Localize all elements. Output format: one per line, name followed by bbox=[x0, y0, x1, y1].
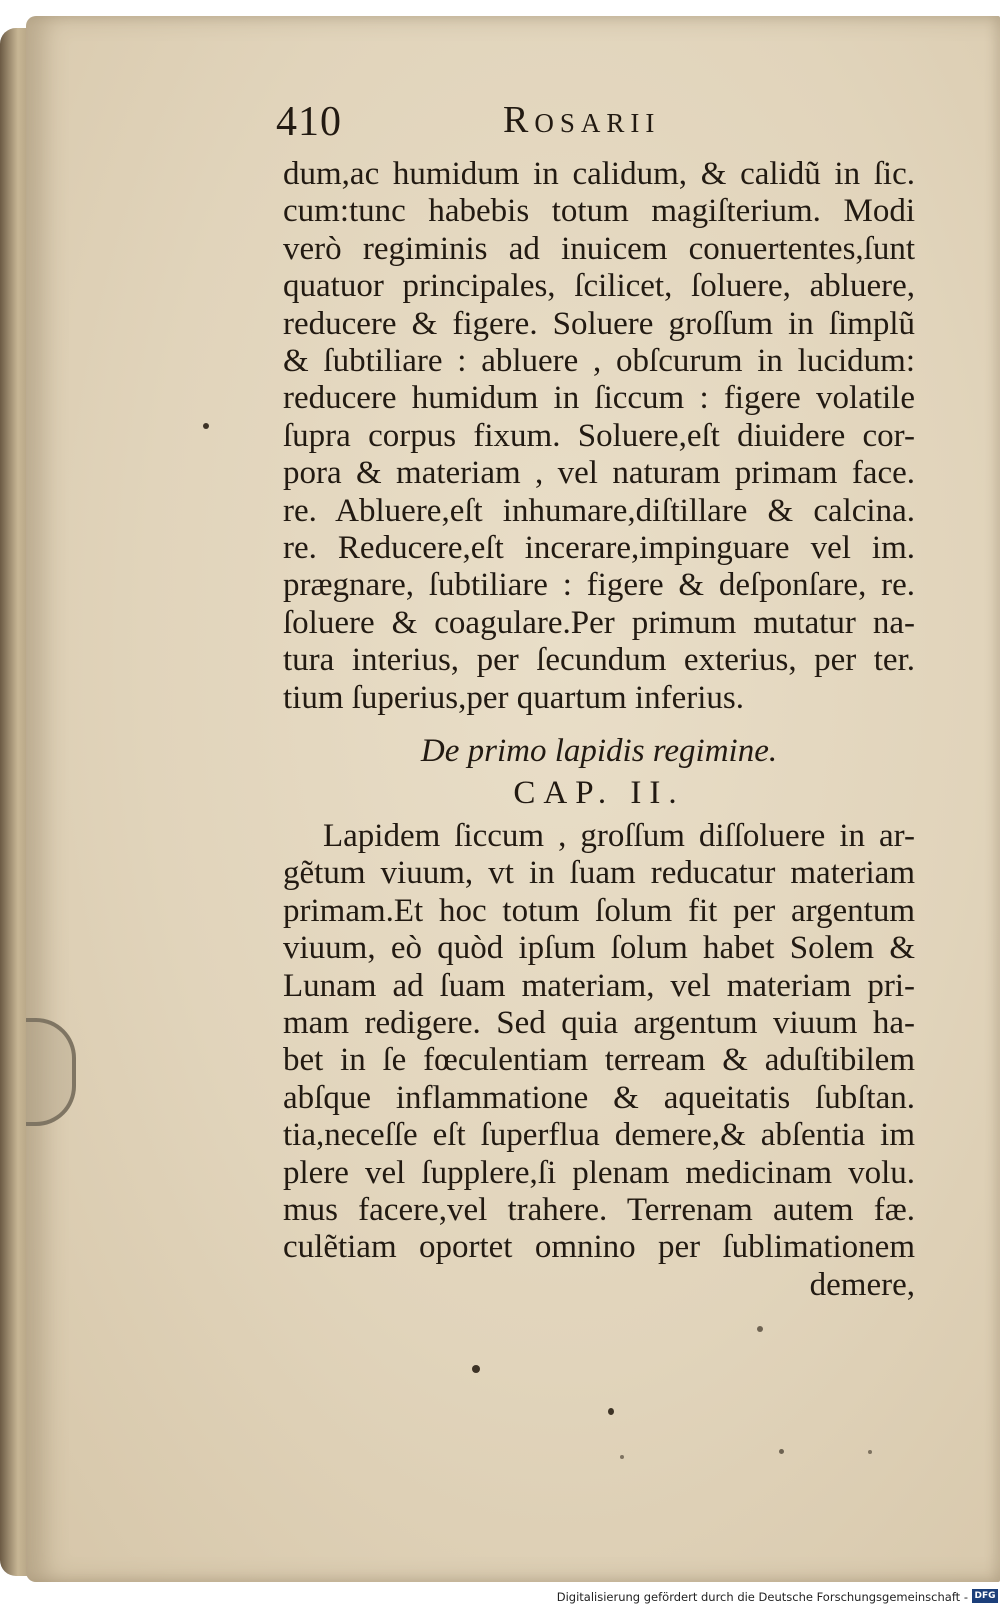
running-head: Rosarii bbox=[503, 99, 661, 141]
text-line: quatuor principales, ſcilicet, ſoluere, abluere, bbox=[283, 268, 915, 305]
catchword: demere, bbox=[809, 1266, 915, 1303]
text-block-1 bbox=[283, 156, 915, 717]
paper-speck bbox=[620, 1455, 624, 1459]
text-line: viuum, eò quòd ipſum ſolum habet Solem & bbox=[283, 930, 915, 967]
chapter-number: CAP. II. bbox=[513, 775, 685, 811]
text-line: mam redigere. Sed quia argentum viuum ha- bbox=[283, 1005, 915, 1042]
text-line: verò regiminis ad inuicem conuertentes,ſunt bbox=[283, 230, 915, 267]
text-line: Lapidem ſiccum , groſſum diſſoluere in ar- bbox=[323, 818, 915, 854]
chapter-title: De primo lapidis regimine. bbox=[420, 733, 778, 769]
text-line: tia,neceſſe eſt ſuperflua demere,& abſentia im bbox=[283, 1117, 915, 1154]
text-line: prægnare, ſubtiliare : figere & deſponſare, re. bbox=[283, 567, 915, 604]
paper-speck bbox=[757, 1326, 763, 1332]
text-line: re. Abluere,eſt inhumare,diſtillare & calcina. bbox=[283, 492, 915, 529]
page-number: 410 bbox=[276, 99, 342, 145]
dfg-logo: DFG bbox=[972, 1589, 998, 1603]
text-line: re. Reducere,eſt incerare,impinguare vel im. bbox=[283, 530, 915, 567]
text-block-2 bbox=[283, 818, 915, 1304]
funding-credit: Digitalisierung gefördert durch die Deutsche Forschungsgemeinschaft - bbox=[556, 1590, 968, 1604]
text-line: primam.Et hoc totum ſolum fit per argentum bbox=[283, 892, 915, 929]
text-line: mus facere,vel trahere. Terrenam autem fæ. bbox=[283, 1192, 915, 1229]
paper-speck bbox=[472, 1365, 480, 1373]
text-line: ſoluere & coagulare.Per primum mutatur na- bbox=[283, 604, 915, 641]
text-line: culẽtiam oportet omnino per ſublimationem bbox=[283, 1229, 915, 1266]
clasp-ring bbox=[26, 1018, 76, 1126]
text-line: tium ſuperius,per quartum inferius. bbox=[283, 679, 744, 716]
text-line: gẽtum viuum, vt in ſuam reducatur materiam bbox=[283, 855, 915, 892]
text-line: Lunam ad ſuam materiam, vel materiam pri- bbox=[283, 967, 915, 1004]
text-line: cum:tunc habebis totum magiſterium. Modi bbox=[283, 193, 915, 230]
paper-speck bbox=[779, 1449, 784, 1454]
text-line: reducere humidum in ſiccum : figere volatile bbox=[283, 380, 915, 417]
text-line: plere vel ſupplere,ſi plenam medicinam volu. bbox=[283, 1154, 915, 1191]
text-line: reducere & figere. Soluere groſſum in ſimplũ bbox=[283, 305, 915, 342]
text-line: abſque inflammatione & aqueitatis ſubſtan. bbox=[283, 1079, 915, 1116]
text-line: ſupra corpus fixum. Soluere,eſt diuidere cor- bbox=[283, 417, 915, 454]
paper-speck bbox=[608, 1408, 614, 1415]
page-header bbox=[276, 98, 915, 154]
paper-speck bbox=[203, 423, 209, 429]
text-line: tura interius, per ſecundum exterius, per ter. bbox=[283, 642, 915, 679]
digitization-footer bbox=[0, 1586, 1000, 1611]
paper-speck bbox=[868, 1450, 872, 1454]
text-line: pora & materiam , vel naturam primam face. bbox=[283, 455, 915, 492]
text-line: & ſubtiliare : abluere , obſcurum in lucidum: bbox=[283, 343, 915, 380]
text-line: bet in ſe fœculentiam terream & aduſtibilem bbox=[283, 1042, 915, 1079]
text-line: dum,ac humidum in calidum, & calidũ in ſic. bbox=[283, 156, 915, 192]
